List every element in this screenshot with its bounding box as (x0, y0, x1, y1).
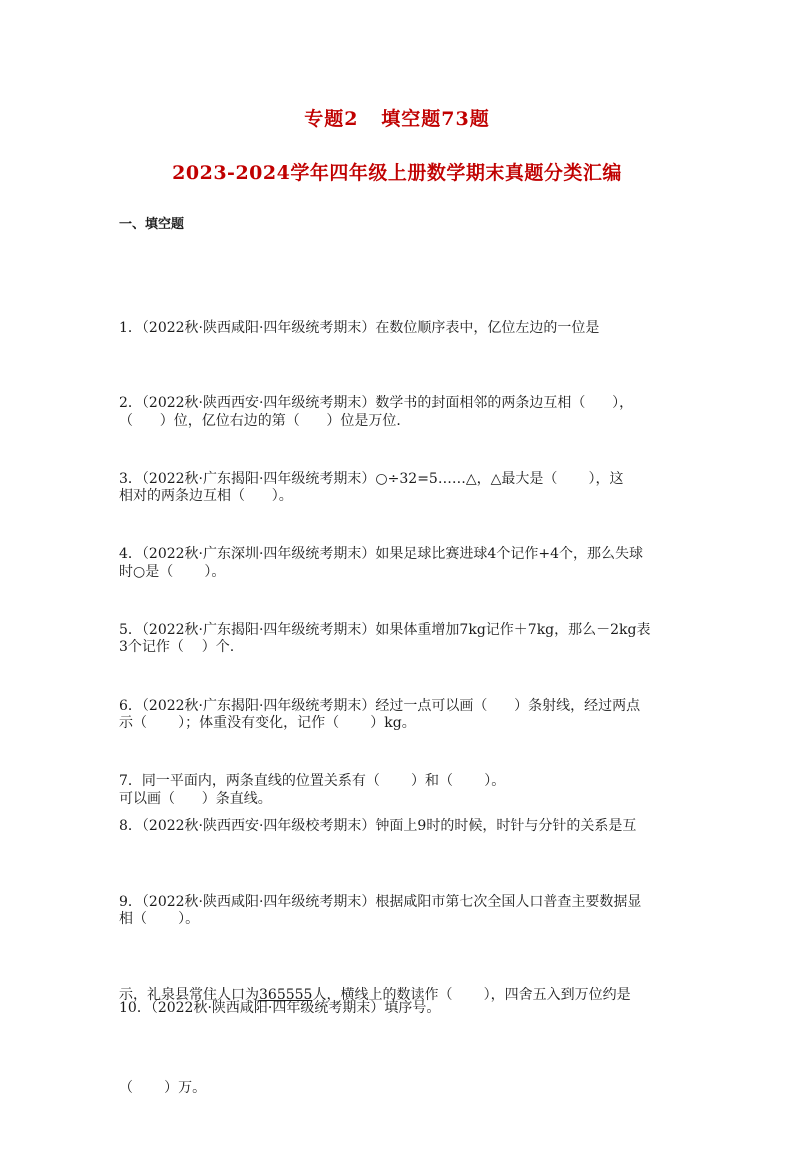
question-line: 7．同一平面内，两条直线的位置关系有（ ）和（ ）。 (119, 773, 506, 789)
question-line: 3个记作（ ）个. (119, 639, 235, 655)
question-line: 示（ ）；体重没有变化，记作（ ）kg。 (119, 715, 416, 731)
question-line: 4．（2022秋·广东深圳·四年级统考期末）如果足球比赛进球4个记作+4个，那么失球 (119, 546, 643, 562)
question-text: 人，横线上的数读作（ ），四舍五入到万位约是 (312, 987, 631, 1003)
question-line: 相（ ）。 (119, 911, 200, 927)
question-10 (119, 931, 674, 1086)
question-line: 3．（2022秋·广东揭阳·四年级统考期末）○÷32=5……△，△最大是（ ），这 (119, 471, 624, 487)
document-subtitle: 2023-2024学年四年级上册数学期末真题分类汇编 (172, 162, 622, 184)
question-line: 2．（2022秋·陕西西安·四年级统考期末）数学书的封面相邻的两条边互相（ ）， (119, 395, 634, 411)
question-line: （ ）万。 (119, 1080, 207, 1096)
document-title: 专题2 填空题73题 (304, 108, 490, 130)
question-line: 6．（2022秋·广东揭阳·四年级统考期末）经过一点可以画（ ）条射线，经过两点 (119, 698, 641, 714)
question-text: 示，礼泉县常住人口为 (119, 987, 259, 1003)
question-line: 9．（2022秋·陕西咸阳·四年级统考期末）根据咸阳市第七次全国人口普查主要数据显 (119, 894, 642, 910)
question-line: 相对的两条边互相（ ）。 (119, 488, 293, 504)
question-line: 5．（2022秋·广东揭阳·四年级统考期末）如果体重增加7kg记作＋7kg，那么－2kg表 (119, 622, 651, 638)
question-line: 可以画（ ）条直线。 (119, 791, 272, 807)
question-line: 8．（2022秋·陕西西安·四年级校考期末）钟面上9时的时候，时针与分针的关系是互 (119, 818, 637, 834)
section-heading: 一、填空题 (119, 217, 185, 232)
question-line: 1．（2022秋·陕西咸阳·四年级统考期末）在数位顺序表中，亿位左边的一位是 (119, 320, 600, 336)
question-line: （ ）位，亿位右边的第（ ）位是万位． (119, 413, 411, 429)
question-line: 10．（2022秋·陕西咸阳·四年级统考期末）填序号。 (119, 1000, 441, 1016)
underlined-number: 365555 (259, 987, 313, 1003)
question-line: 时○是（ ）。 (119, 564, 226, 580)
